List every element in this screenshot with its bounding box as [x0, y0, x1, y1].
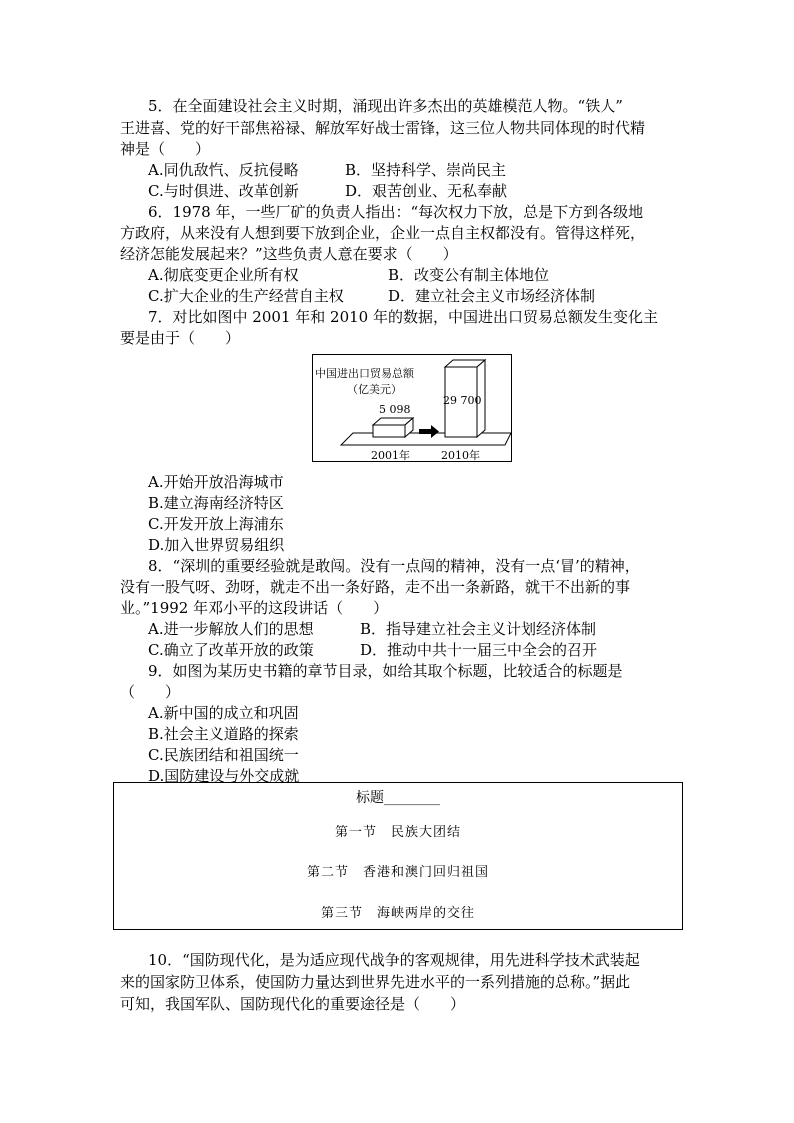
q6-option-b: B．改变公有制主体地位 [388, 266, 550, 284]
q8-option-d: D．推动中共十一届三中全会的召开 [360, 641, 598, 659]
q5-option-c: C.与时俱进、改革创新 [148, 182, 299, 200]
q8-line-1: 8．“深圳的重要经验就是敢闯。没有一点闯的精神，没有一点‘冒’的精神， [148, 557, 640, 575]
bar-2001 [373, 418, 413, 437]
chapter-contents-box [113, 782, 683, 930]
q9-option-b: B.社会主义道路的探索 [148, 725, 299, 743]
q6-option-c: C.扩大企业的生产经营自主权 [148, 287, 344, 305]
q5-option-b: B．坚持科学、崇尚民主 [345, 161, 507, 179]
category-label-2001: 2001年 [371, 449, 410, 461]
bar-label-2010: 29 700 [443, 394, 482, 407]
toc-section-2: 第二节 香港和澳门回归祖国 [306, 865, 489, 880]
q8-line-3: 业。”1992 年邓小平的这段讲话（ ） [120, 599, 389, 617]
q9-line-2: （ ） [120, 683, 181, 701]
bar-label-2001: 5 098 [379, 403, 411, 416]
q7-option-a: A.开始开放沿海城市 [148, 473, 284, 491]
q7-line-2: 要是由于（ ） [120, 329, 241, 347]
toc-title: 标题________ [356, 790, 440, 806]
q7-line-1: 7．对比如图中 2001 年和 2010 年的数据，中国进出口贸易总额发生变化主 [148, 308, 658, 326]
q6-line-2: 方政府，从来没有人想到要下放到企业，企业一点自主权都没有。管得这样死， [120, 224, 646, 242]
q10-line-1: 10．“国防现代化，是为适应现代战争的客观规律，用先进科学技术武装起 [148, 951, 640, 969]
q6-option-d: D．建立社会主义市场经济体制 [388, 287, 596, 305]
trade-chart-svg [313, 355, 511, 461]
q6-line-3: 经济怎能发展起来？”这些负责人意在要求（ ） [120, 245, 458, 263]
q8-option-b: B．指导建立社会主义计划经济体制 [360, 620, 597, 638]
q5-option-a: A.同仇敌忾、反抗侵略 [148, 161, 299, 179]
q5-option-d: D．艰苦创业、无私奉献 [345, 182, 508, 200]
q9-line-1: 9．如图为某历史书籍的章节目录，如给其取个标题，比较适合的标题是 [148, 662, 623, 680]
q8-option-c: C.确立了改革开放的政策 [148, 641, 314, 659]
q9-option-a: A.新中国的成立和巩固 [148, 704, 299, 722]
q7-option-c: C.开发开放上海浦东 [148, 515, 284, 533]
q10-line-2: 来的国家防卫体系，使国防力量达到世界先进水平的一系列措施的总称。”据此 [120, 973, 631, 991]
toc-section-3: 第三节 海峡两岸的交往 [320, 906, 475, 921]
q10-line-3: 可知，我国军队、国防现代化的重要途径是（ ） [120, 995, 466, 1013]
q5-line-1: 5．在全面建设社会主义时期，涌现出许多杰出的英雄模范人物。“铁人” [148, 97, 623, 115]
q9-option-d: D.国防建设与外交成就 [148, 767, 300, 785]
trade-chart-figure [312, 354, 512, 462]
chart-base [341, 433, 511, 445]
q7-option-b: B.建立海南经济特区 [148, 494, 284, 512]
q7-option-d: D.加入世界贸易组织 [148, 536, 285, 554]
q5-line-2: 王进喜、党的好干部焦裕禄、解放军好战士雷锋，这三位人物共同体现的时代精 [120, 119, 646, 137]
q6-line-1: 6．1978 年，一些厂矿的负责人指出：“每次权力下放，总是下方到各级地 [148, 203, 644, 221]
q5-line-3: 神是（ ） [120, 140, 211, 158]
toc-section-1: 第一节 民族大团结 [334, 825, 461, 840]
q8-option-a: A.进一步解放人们的思想 [148, 620, 314, 638]
q8-line-2: 没有一股气呀、劲呀，就走不出一条好路，走不出一条新路，就干不出新的事 [120, 578, 631, 596]
category-label-2010: 2010年 [441, 449, 480, 461]
chart-title-line-2: （亿美元） [347, 383, 402, 396]
chart-title-line-1: 中国进出口贸易总额 [315, 367, 414, 380]
q9-option-c: C.民族团结和祖国统一 [148, 746, 299, 764]
q6-option-a: A.彻底变更企业所有权 [148, 266, 299, 284]
